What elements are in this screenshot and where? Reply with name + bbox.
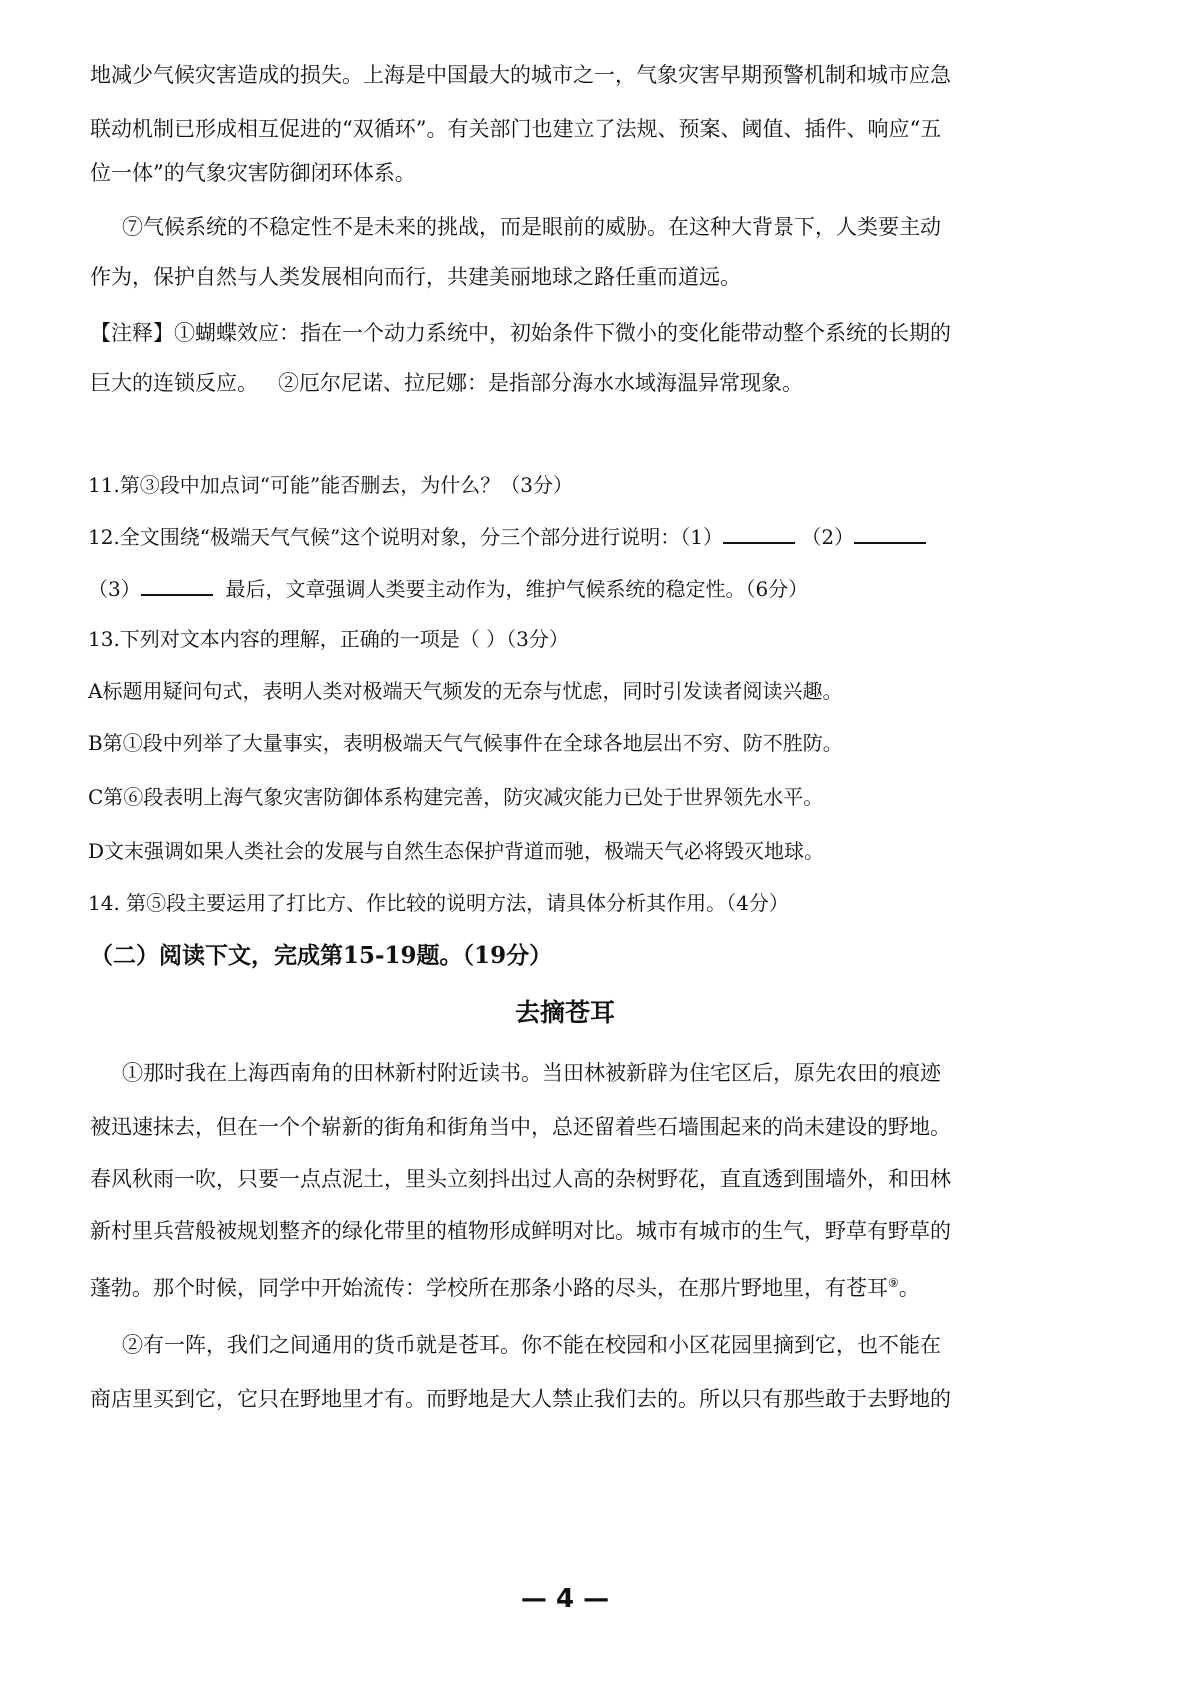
option-b: B第①段中列举了大量事实，表明极端天气气候事件在全球各地层出不穷、防不胜防。 — [88, 731, 843, 755]
article-line-5-end: 。 — [898, 1276, 920, 1300]
question-12-part2: （2） — [801, 525, 855, 549]
passage-line-3: 位一体”的气象灾害防御闭环体系。 — [90, 161, 416, 185]
question-12-cont — [88, 574, 808, 604]
article-line-5 — [90, 1268, 920, 1303]
answer-blank-2[interactable] — [854, 522, 926, 544]
answer-blank-3[interactable] — [141, 574, 213, 596]
option-a: A标题用疑问句式，表明人类对极端天气频发的无奈与忧虑，同时引发读者阅读兴趣。 — [88, 679, 843, 703]
article-line-4: 新村里兵营般被规划整齐的绿化带里的植物形成鲜明对比。城市有城市的生气，野草有野草的 — [90, 1219, 951, 1243]
passage-line-2: 联动机制已形成相互促进的“双循环”。有关部门也建立了法规、预案、阈值、插件、响应“五 — [90, 117, 942, 141]
footnote-marker: ⑨ — [888, 1276, 899, 1290]
article-title: 去摘苍耳 — [514, 998, 615, 1027]
question-12-end: 最后，文章强调人类要主动作为，维护气候系统的稳定性。（6分） — [212, 577, 809, 601]
option-d: D文末强调如果人类社会的发展与自然生态保护背道而驰，极端天气必将毁灭地球。 — [88, 839, 825, 863]
annotation-line-2: 巨大的连锁反应。 ②厄尔尼诺、拉尼娜：是指部分海水水域海温异常现象。 — [90, 371, 804, 395]
question-12-text: 12.全文围绕“极端天气气候”这个说明对象，分三个部分进行说明：（1） — [88, 525, 723, 549]
article-line-1: ①那时我在上海西南角的田林新村附近读书。当田林被新辟为住宅区后，原先农田的痕迹 — [122, 1061, 941, 1085]
article-line-7: 商店里买到它，它只在野地里才有。而野地是大人禁止我们去的。所以只有那些敢于去野地的 — [90, 1387, 951, 1411]
section-heading: （二）阅读下文，完成第15-19题。（19分） — [90, 942, 553, 969]
annotation-line-1: 【注释】①蝴蝶效应：指在一个动力系统中，初始条件下微小的变化能带动整个系统的长期的 — [90, 321, 951, 345]
passage-line-1: 地减少气候灾害造成的损失。上海是中国最大的城市之一，气象灾害早期预警机制和城市应急 — [90, 63, 951, 87]
question-11: 11.第③段中加点词“可能”能否删去，为什么？（3分） — [88, 473, 573, 497]
question-13: 13.下列对文本内容的理解，正确的一项是（ ）（3分） — [88, 627, 569, 651]
article-line-3: 春风秋雨一吹，只要一点点泥土，里头立刻抖出过人高的杂树野花，直直透到围墙外，和田林 — [90, 1167, 951, 1191]
article-line-5-text: 蓬勃。那个时候，同学中开始流传：学校所在那条小路的尽头，在那片野地里，有苍耳 — [90, 1276, 888, 1300]
page-number: — 4 — — [520, 1584, 610, 1614]
question-14: 14. 第⑤段主要运用了打比方、作比较的说明方法，请具体分析其作用。（4分） — [88, 891, 789, 915]
question-12-part3: （3） — [88, 577, 141, 601]
question-12 — [88, 522, 926, 552]
answer-blank-1[interactable] — [723, 522, 795, 544]
article-line-2: 被迅速抹去，但在一个个崭新的街角和街角当中，总还留着些石墙围起来的尚未建设的野地。 — [90, 1115, 951, 1139]
passage-line-4: ⑦气候系统的不稳定性不是未来的挑战，而是眼前的威胁。在这种大背景下，人类要主动 — [122, 215, 941, 239]
article-line-6: ②有一阵，我们之间通用的货币就是苍耳。你不能在校园和小区花园里摘到它，也不能在 — [122, 1333, 941, 1357]
option-c: C第⑥段表明上海气象灾害防御体系构建完善，防灾减灾能力已处于世界领先水平。 — [88, 785, 824, 809]
passage-line-5: 作为，保护自然与人类发展相向而行，共建美丽地球之路任重而道远。 — [90, 265, 741, 289]
